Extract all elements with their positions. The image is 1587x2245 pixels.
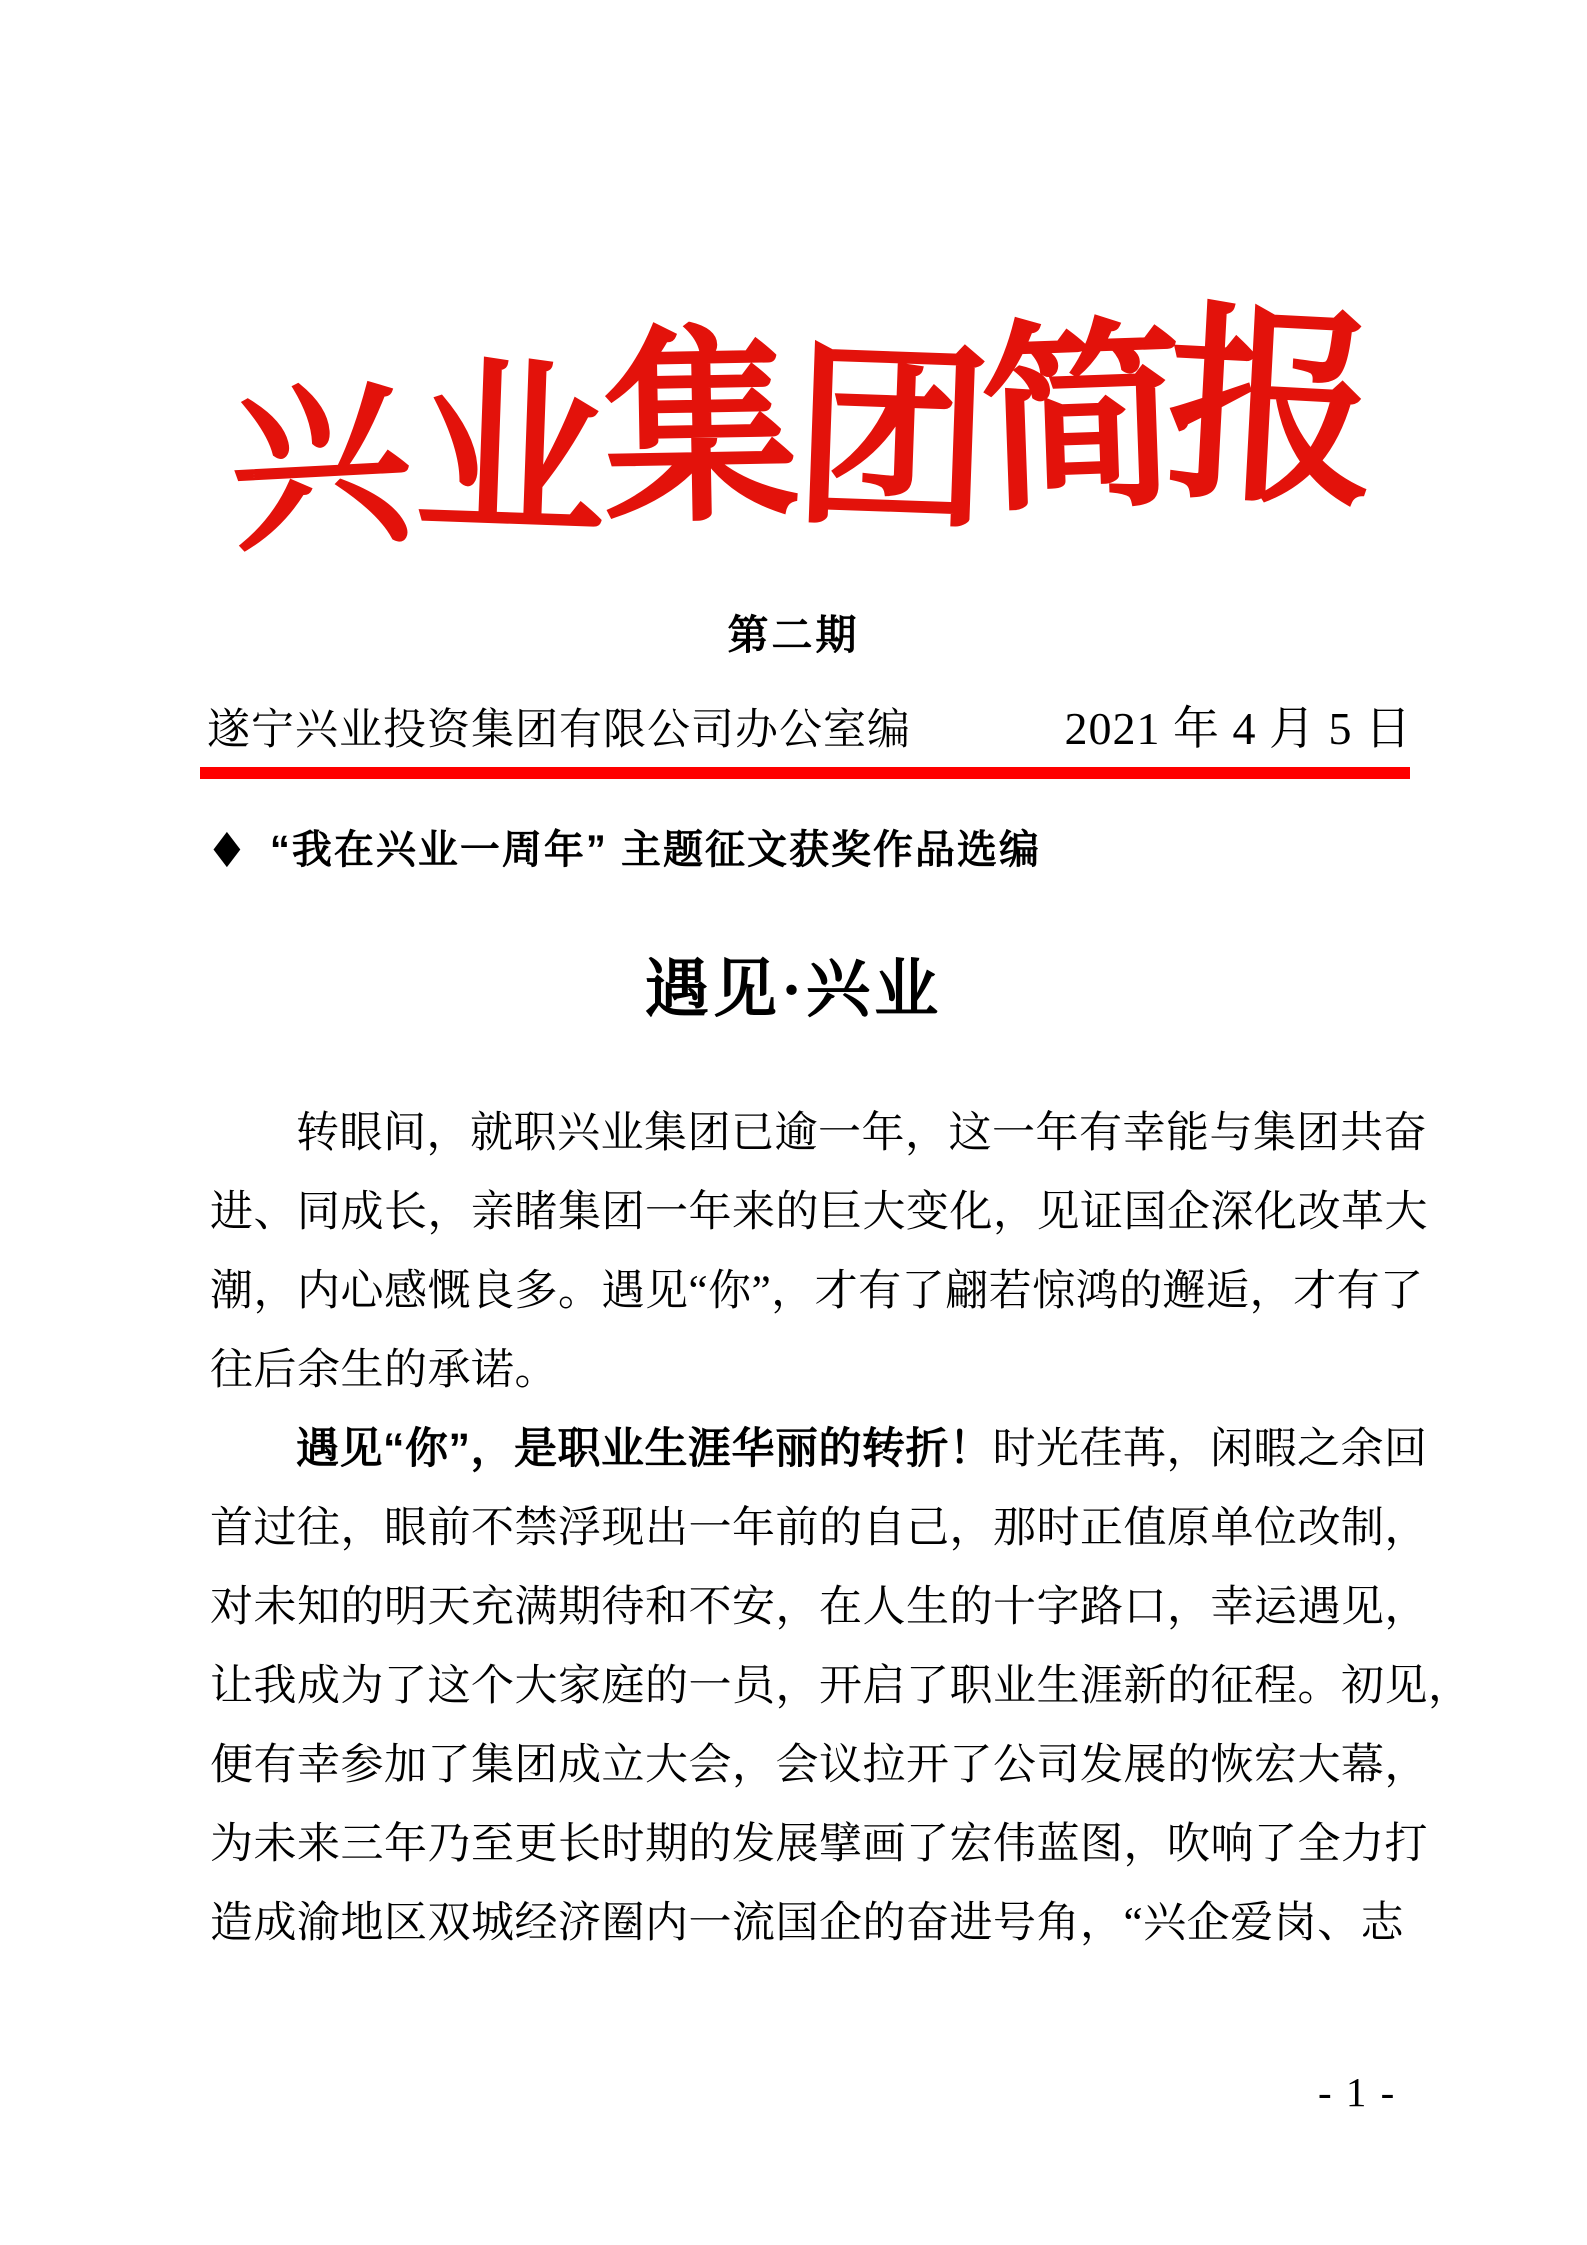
body-line-text: 为未来三年乃至更长时期的发展擘画了宏伟蓝图，吹响了全力打 <box>210 1821 1428 1868</box>
body-line-text: 往后余生的承诺。 <box>210 1347 558 1394</box>
publication-date: 2021 年 4 月 5 日 <box>1064 703 1412 754</box>
body-line <box>210 1884 1418 1963</box>
section-heading-row <box>210 818 1041 875</box>
body-line <box>210 1252 1424 1331</box>
body-line <box>210 1410 1428 1489</box>
publication-info-row <box>207 692 1412 758</box>
diamond-bullet-icon: ◆ <box>213 820 241 872</box>
body-line <box>210 1805 1428 1884</box>
newsletter-title-char: 兴 <box>225 365 411 574</box>
body-line-text: 造成渝地区双城经济圈内一流国企的奋进号角，“兴企爱岗、志 <box>210 1900 1405 1947</box>
body-line-text: 潮，内心感慨良多。遇见“你”，才有了翩若惊鸿的邂逅，才有了 <box>210 1268 1424 1315</box>
body-line <box>210 1726 1428 1805</box>
body-line-text: 转眼间，就职兴业集团已逾一年，这一年有幸能与集团共奋 <box>296 1110 1427 1157</box>
body-line-text: 进、同成长，亲睹集团一年来的巨大变化，见证国企深化改革大 <box>210 1189 1428 1236</box>
body-line <box>210 1568 1428 1647</box>
article-title: 遇见·兴业 <box>644 954 943 1025</box>
issue-label: 第二期 <box>727 612 860 658</box>
body-line-text: 便有幸参加了集团成立大会，会议拉开了公司发展的恢宏大幕， <box>210 1742 1428 1789</box>
publisher-text: 遂宁兴业投资集团有限公司办公室编 <box>207 707 911 754</box>
newsletter-title-char: 简 <box>976 306 1181 537</box>
body-line-text: 时光荏苒，闲暇之余回 <box>992 1426 1428 1473</box>
body-line <box>210 1489 1428 1568</box>
body-line-text: 让我成为了这个大家庭的一员，开启了职业生涯新的征程。初见， <box>210 1663 1472 1710</box>
article-body <box>210 1094 1472 1963</box>
body-line <box>210 1094 1427 1173</box>
body-line-text: 对未知的明天充满期待和不安，在人生的十字路口，幸运遇见， <box>210 1584 1428 1631</box>
newsletter-title-char: 集 <box>601 314 796 549</box>
body-line <box>210 1173 1428 1252</box>
newsletter-title <box>0 290 1587 574</box>
page-number: - 1 - <box>1318 2069 1397 2115</box>
newsletter-title-char: 报 <box>1160 290 1377 533</box>
body-line-bold-lead: 遇见“你”，是职业生涯华丽的转折！ <box>296 1425 993 1473</box>
body-line <box>210 1331 1418 1410</box>
section-heading-text: “我在兴业一周年” 主题征文获奖作品选编 <box>269 828 1041 872</box>
body-line <box>210 1647 1472 1726</box>
newsletter-title-char: 团 <box>789 329 988 554</box>
newsletter-title-char: 业 <box>412 345 605 562</box>
masthead-divider-rule <box>200 767 1410 779</box>
body-line-text: 首过往，眼前不禁浮现出一年前的自己，那时正值原单位改制， <box>210 1505 1428 1552</box>
